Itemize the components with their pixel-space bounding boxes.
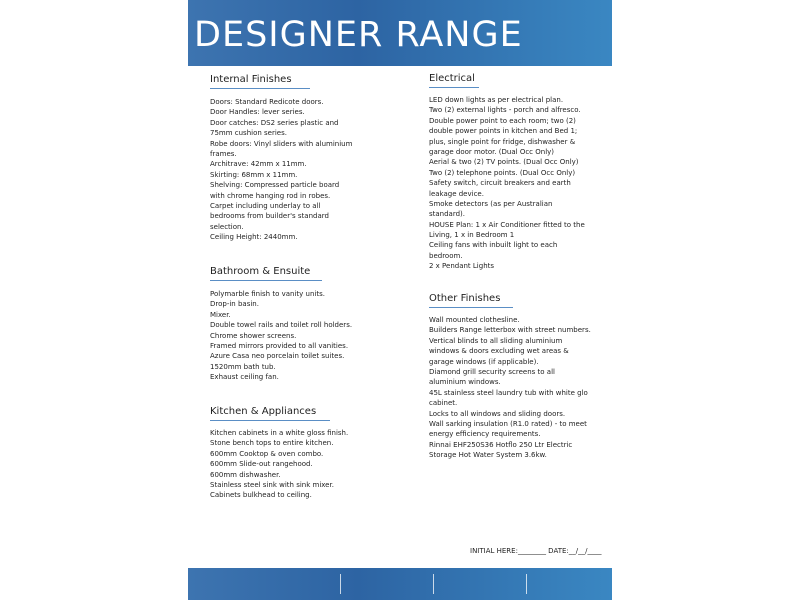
internal-finishes-item: selection. xyxy=(210,222,244,231)
other-finishes-underline xyxy=(429,307,513,308)
footer-divider xyxy=(526,574,527,594)
kitchen-appliances-underline xyxy=(210,420,330,421)
kitchen-appliances-item: Kitchen cabinets in a white gloss finish. xyxy=(210,429,349,437)
bathroom-ensuite-item: Framed mirrors provided to all vanities. xyxy=(210,341,349,350)
internal-finishes-list xyxy=(210,97,352,242)
bathroom-ensuite-item: Mixer. xyxy=(210,310,231,319)
internal-finishes-item: Skirting: 68mm x 11mm. xyxy=(210,170,298,179)
internal-finishes-item: Door Handles: lever series. xyxy=(210,108,305,117)
kitchen-appliances-item: Stone bench tops to entire kitchen. xyxy=(210,439,334,448)
kitchen-appliances-heading: Kitchen & Appliances xyxy=(210,406,317,417)
electrical-item: double power points in kitchen and Bed 1; xyxy=(429,127,578,136)
kitchen-appliances-item: 600mm dishwasher. xyxy=(210,470,281,479)
bathroom-ensuite-item: Chrome shower screens. xyxy=(210,331,297,340)
electrical-item: standard). xyxy=(429,210,466,219)
electrical-item: Aerial & two (2) TV points. (Dual Occ Only) xyxy=(429,158,579,167)
internal-finishes-item: Architrave: 42mm x 11mm. xyxy=(210,160,307,169)
other-finishes-item: 45L stainless steel laundry tub with white glo xyxy=(429,388,588,397)
electrical-item: Smoke detectors (as per Australian xyxy=(429,199,553,208)
header-banner xyxy=(188,0,612,66)
electrical-list xyxy=(429,95,585,272)
other-finishes-item: Wall sarking insulation (R1.0 rated) - to meet xyxy=(429,419,587,428)
bathroom-ensuite-item: Azure Casa neo porcelain toilet suites. xyxy=(210,352,345,361)
internal-finishes-underline xyxy=(210,88,310,89)
electrical-item: Ceiling fans with inbuilt light to each xyxy=(429,241,558,250)
other-finishes-item: Vertical blinds to all sliding aluminium xyxy=(429,336,563,345)
internal-finishes-item: Door catches: DS2 series plastic and xyxy=(210,118,339,127)
footer-divider xyxy=(340,574,341,594)
internal-finishes-item: Shelving: Compressed particle board xyxy=(210,181,340,190)
electrical-item: leakage device. xyxy=(429,189,484,198)
kitchen-appliances-item: 600mm Slide-out rangehood. xyxy=(210,460,313,469)
footer-divider xyxy=(433,574,434,594)
electrical-item: LED down lights as per electrical plan. xyxy=(429,96,564,104)
internal-finishes-item: Carpet including underlay to all xyxy=(210,201,321,210)
initial-date-line: INITIAL HERE:________ DATE:__/__/____ xyxy=(470,547,602,555)
page-title: DESIGNER RANGE xyxy=(194,15,523,55)
kitchen-appliances-list xyxy=(210,428,348,501)
internal-finishes-item: Ceiling Height: 2440mm. xyxy=(210,233,298,242)
internal-finishes-item: 75mm cushion series. xyxy=(210,129,287,138)
other-finishes-item: Diamond grill security screens to all xyxy=(429,367,555,376)
other-finishes-item: Builders Range letterbox with street numbers. xyxy=(429,326,591,335)
other-finishes-item: Rinnai EHF250S36 Hotflo 250 Ltr Electric xyxy=(429,440,573,449)
bathroom-ensuite-item: Exhaust ceiling fan. xyxy=(210,373,279,382)
electrical-item: plus, single point for fridge, dishwasher & xyxy=(429,137,576,146)
electrical-item: garage door motor. (Dual Occ Only) xyxy=(429,147,555,156)
internal-finishes-item: Robe doors: Vinyl sliders with aluminium xyxy=(210,139,353,148)
other-finishes-heading: Other Finishes xyxy=(429,293,501,304)
bathroom-ensuite-item: Double towel rails and toilet roll holders. xyxy=(210,321,353,330)
bathroom-ensuite-heading: Bathroom & Ensuite xyxy=(210,266,311,277)
other-finishes-item: garage windows (if applicable). xyxy=(429,357,539,366)
electrical-underline xyxy=(429,87,479,88)
kitchen-appliances-item: 600mm Cooktop & oven combo. xyxy=(210,449,324,458)
electrical-item: Two (2) telephone points. (Dual Occ Only) xyxy=(429,168,576,177)
other-finishes-item: energy efficiency requirements. xyxy=(429,430,541,439)
electrical-item: HOUSE Plan: 1 x Air Conditioner fitted to the xyxy=(429,220,585,229)
electrical-item: Two (2) external lights - porch and alfresco. xyxy=(429,106,581,115)
other-finishes-list xyxy=(429,315,591,460)
document-page xyxy=(188,0,612,600)
bathroom-ensuite-list xyxy=(210,289,352,383)
electrical-item: Safety switch, circuit breakers and earth xyxy=(429,179,571,188)
electrical-item: Double power point to each room; two (2) xyxy=(429,116,576,125)
other-finishes-item: Storage Hot Water System 3.6kw. xyxy=(429,451,547,460)
kitchen-appliances-item: Cabinets bulkhead to ceiling. xyxy=(210,491,312,500)
electrical-item: bedroom. xyxy=(429,251,463,260)
electrical-heading: Electrical xyxy=(429,73,475,84)
footer-banner xyxy=(188,568,612,600)
internal-finishes-item: with chrome hanging rod in robes. xyxy=(210,191,331,200)
internal-finishes-heading: Internal Finishes xyxy=(210,74,292,85)
other-finishes-item: aluminium windows. xyxy=(429,378,501,387)
bathroom-ensuite-item: Drop-in basin. xyxy=(210,300,259,309)
other-finishes-item: Locks to all windows and sliding doors. xyxy=(429,409,566,418)
bathroom-ensuite-item: 1520mm bath tub. xyxy=(210,362,276,371)
bathroom-ensuite-item: Polymarble finish to vanity units. xyxy=(210,290,325,298)
internal-finishes-item: Doors: Standard Redicote doors. xyxy=(210,98,324,106)
other-finishes-item: cabinet. xyxy=(429,399,458,408)
internal-finishes-item: frames. xyxy=(210,149,237,158)
electrical-item: 2 x Pendant Lights xyxy=(429,262,495,271)
other-finishes-item: Wall mounted clothesline. xyxy=(429,316,520,324)
internal-finishes-item: bedrooms from builder's standard xyxy=(210,212,329,221)
bathroom-ensuite-underline xyxy=(210,280,322,281)
electrical-item: Living, 1 x in Bedroom 1 xyxy=(429,231,515,240)
kitchen-appliances-item: Stainless steel sink with sink mixer. xyxy=(210,480,334,489)
other-finishes-item: windows & doors excluding wet areas & xyxy=(429,347,569,356)
